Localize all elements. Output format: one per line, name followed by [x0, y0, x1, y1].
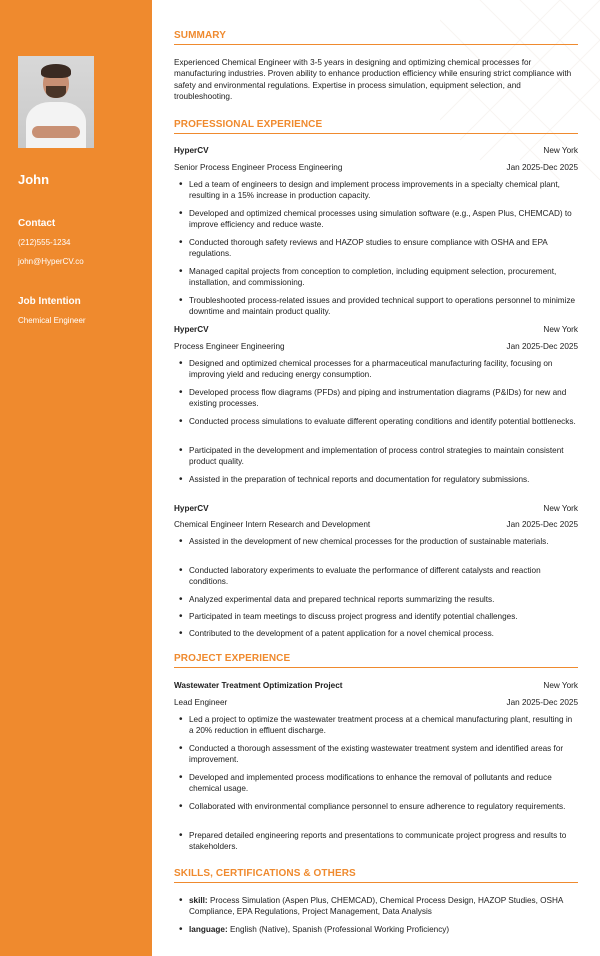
dates: Jan 2025-Dec 2025	[506, 698, 578, 707]
summary-divider	[174, 44, 578, 45]
bullet: • Led a team of engineers to design and implement process improvements in a specialty chemical plant, resulting in a 15% increase in production capacity.	[189, 179, 579, 202]
role: Chemical Engineer Intern Research and Development	[174, 520, 371, 529]
bullet: • Contributed to the development of a patent application for a novel chemical process.	[189, 628, 579, 639]
bullet: • Participated in team meetings to discuss project progress and identify potential challenges.	[189, 611, 579, 622]
skills-title: SKILLS, CERTIFICATIONS & OTHERS	[174, 868, 356, 879]
main-content	[152, 0, 600, 956]
summary-text: Experienced Chemical Engineer with 3-5 years in designing and optimizing chemical processes for manufacturing industries. Proven ability to enhance production efficiency while ensuring strict compliance with safety and environmental regulations. Expertise in process simulation, equipment selection, and troubleshooting.	[174, 58, 572, 101]
role: Lead Engineer	[174, 698, 228, 707]
location: New York	[543, 681, 578, 690]
bullet: • Troubleshooted process-related issues and provided technical support to operations personnel to minimize downtime and maintain product quality.	[189, 295, 579, 318]
experience-title: PROFESSIONAL EXPERIENCE	[174, 119, 323, 130]
company: HyperCV	[174, 325, 209, 334]
job-header	[174, 146, 578, 155]
candidate-name: John	[18, 172, 50, 187]
location: New York	[543, 504, 578, 513]
contact-heading: Contact	[18, 218, 56, 229]
experience-divider	[174, 133, 578, 134]
company: HyperCV	[174, 146, 209, 155]
profile-photo	[18, 56, 94, 148]
bullet: • Developed and optimized chemical processes using simulation software (e.g., Aspen Plus, CHEMCAD) to improve efficiency and reduce waste.	[189, 208, 579, 231]
job-header	[174, 504, 578, 513]
phone-number: (212)555-1234	[18, 238, 71, 247]
job-subheader	[174, 163, 578, 172]
company: HyperCV	[174, 504, 209, 513]
project-header	[174, 681, 578, 690]
project-name: Wastewater Treatment Optimization Project	[174, 681, 343, 690]
bullet: • Conducted process simulations to evaluate different operating conditions and identify potential bottlenecks.	[189, 416, 579, 427]
job-intention-heading: Job Intention	[18, 296, 81, 307]
dates: Jan 2025-Dec 2025	[506, 520, 578, 529]
bullet: • Prepared detailed engineering reports and presentations to communicate project progress and results to stakeholders.	[189, 830, 579, 853]
bullet: • Developed process flow diagrams (PFDs) and piping and instrumentation diagrams (P&IDs) for new and existing processes.	[189, 387, 579, 410]
job-subheader	[174, 520, 578, 529]
bullet: • Managed capital projects from conception to completion, including equipment selection, procurement, installation, and commissioning.	[189, 266, 579, 289]
project-subheader	[174, 698, 578, 707]
projects-divider	[174, 667, 578, 668]
bullet: • Collaborated with environmental compliance personnel to ensure adherence to regulatory requirements.	[189, 801, 579, 812]
bullet: • Led a project to optimize the wastewater treatment process at a chemical manufacturing plant, resulting in a 20% reduction in effluent discharge.	[189, 714, 579, 737]
bullet: • Conducted laboratory experiments to evaluate the performance of different catalysts and reaction conditions.	[189, 565, 579, 588]
skills-divider	[174, 882, 578, 883]
bullet: • Assisted in the development of new chemical processes for the production of sustainable materials.	[189, 536, 579, 547]
bullet: • Assisted in the preparation of technical reports and documentation for regulatory submissions.	[189, 474, 579, 485]
email-link[interactable]: john@HyperCV.co	[18, 257, 84, 266]
bullet: • Conducted a thorough assessment of the existing wastewater treatment system and identified areas for improvement.	[189, 743, 579, 766]
bullet: • Designed and optimized chemical processes for a pharmaceutical manufacturing facility, focusing on improving yield and reducing energy consumption.	[189, 358, 579, 381]
location: New York	[543, 325, 578, 334]
summary-title: SUMMARY	[174, 30, 226, 41]
job-intention-title: Chemical Engineer	[18, 316, 86, 325]
bullet: • Conducted thorough safety reviews and HAZOP studies to ensure compliance with OSHA and EPA regulations.	[189, 237, 579, 260]
skill-item: • skill: Process Simulation (Aspen Plus, CHEMCAD), Chemical Process Design, HAZOP Studies, OSHA Compliance, EPA Regulations, Project Management, Data Analysis	[189, 895, 579, 918]
bullet: • Analyzed experimental data and prepared technical reports summarizing the results.	[189, 594, 579, 605]
sidebar	[0, 0, 152, 956]
projects-title: PROJECT EXPERIENCE	[174, 653, 291, 664]
dates: Jan 2025-Dec 2025	[506, 163, 578, 172]
job-subheader	[174, 342, 578, 351]
dates: Jan 2025-Dec 2025	[506, 342, 578, 351]
role: Process Engineer Engineering	[174, 342, 285, 351]
language-item: • language: English (Native), Spanish (Professional Working Proficiency)	[189, 924, 579, 935]
role: Senior Process Engineer Process Engineering	[174, 163, 343, 172]
bullet: • Developed and implemented process modifications to enhance the removal of pollutants and reduce chemical usage.	[189, 772, 579, 795]
location: New York	[543, 146, 578, 155]
job-header	[174, 325, 578, 334]
bullet: • Participated in the development and implementation of process control strategies to maintain consistent product quality.	[189, 445, 579, 468]
